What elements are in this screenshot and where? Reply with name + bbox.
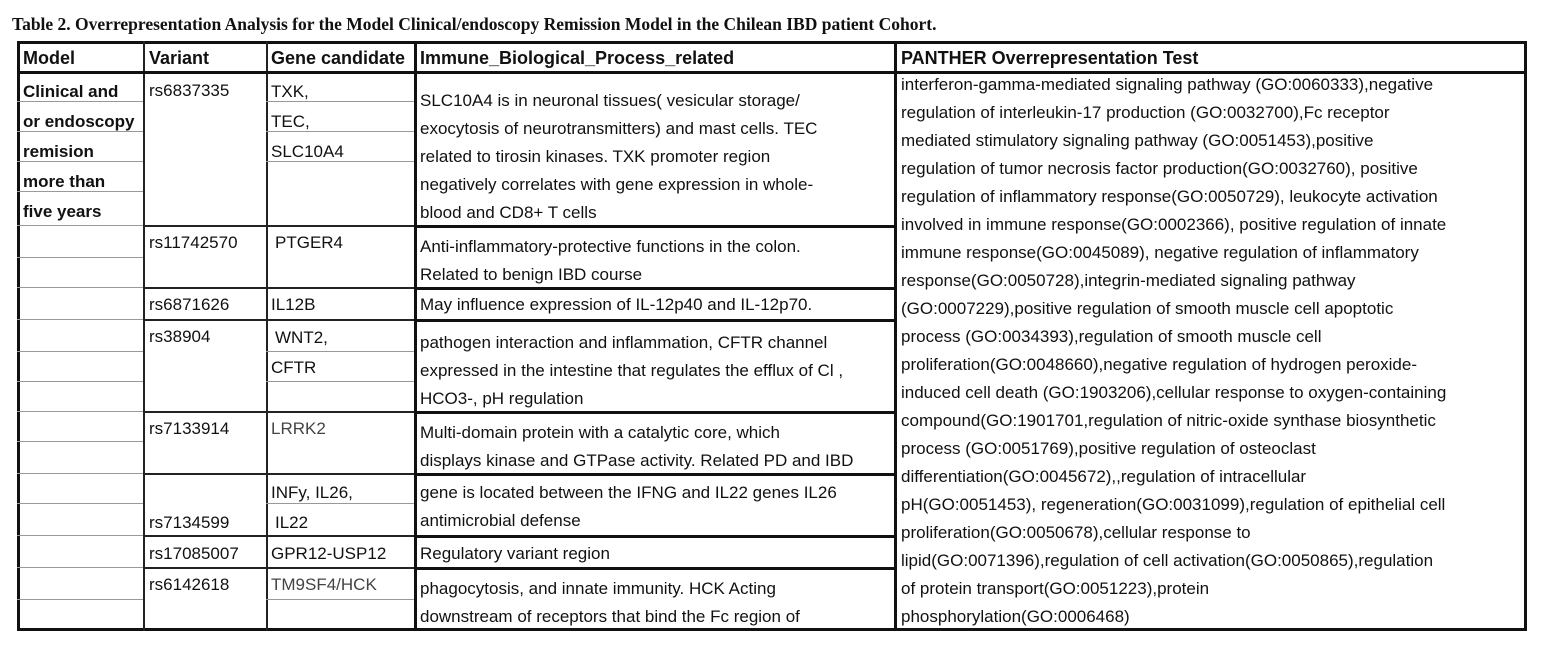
immune-line: Anti-inflammatory-protective functions in the colon.: [420, 237, 801, 256]
immune-line: downstream of receptors that bind the Fc region of: [420, 607, 800, 626]
header-immune-process: Immune_Biological_Process_related: [420, 48, 735, 68]
panther-line: compound(GO:1901701,regulation of nitric-oxide synthase biosynthetic: [901, 411, 1436, 430]
gene-name: WNT2,: [275, 328, 328, 347]
gridline: [17, 411, 143, 412]
model-line: five years: [23, 202, 102, 221]
panther-line: proliferation(GO:0048660),negative regulation of hydrogen peroxide-: [901, 355, 1417, 374]
model-line: more than: [23, 172, 106, 191]
variant-cell: rs11742570: [149, 233, 238, 252]
immune-line: HCO3-, pH regulation: [420, 389, 584, 408]
gridline: [17, 535, 143, 536]
variant-cell: rs6871626: [149, 295, 230, 314]
immune-line: May influence expression of IL-12p40 and IL-12p70.: [420, 295, 813, 314]
column-divider: [143, 41, 145, 631]
immune-line: Regulatory variant region: [420, 544, 610, 563]
table-caption: Table 2. Overrepresentation Analysis for the Model Clinical/endoscopy Remission Model in the Chilean IBD patient Cohort.: [12, 14, 937, 34]
panther-line: interferon-gamma-mediated signaling pathway (GO:0060333),negative: [901, 75, 1434, 94]
variant-cell: rs38904: [149, 327, 211, 346]
immune-cell: [420, 540, 610, 568]
panther-line: regulation of interleukin-17 production (GO:0032700),Fc receptor: [901, 103, 1390, 122]
gene-cell: [271, 478, 353, 538]
panther-line: regulation of tumor necrosis factor production(GO:0032760), positive: [901, 159, 1418, 178]
gene-name: INFy, IL26,: [271, 483, 353, 502]
immune-line: gene is located between the IFNG and IL22 genes IL26: [420, 483, 837, 502]
immune-cell: [420, 329, 843, 413]
variant-cell: rs6837335: [149, 81, 230, 100]
gridline: [266, 599, 414, 600]
gridline: [17, 351, 143, 352]
gridline: [17, 381, 143, 382]
immune-cell: [420, 87, 817, 227]
gene-name: CFTR: [271, 358, 317, 377]
row-divider: [143, 319, 414, 321]
column-divider: [414, 41, 417, 631]
gene-name: GPR12-USP12: [271, 544, 387, 563]
immune-line: blood and CD8+ T cells: [420, 203, 597, 222]
gene-name: LRRK2: [271, 419, 326, 438]
immune-cell: [420, 233, 801, 289]
header-variant: Variant: [149, 48, 210, 68]
gene-name: SLC10A4: [271, 142, 344, 161]
model-line: remision: [23, 142, 94, 161]
gene-name: TEC,: [271, 112, 310, 131]
immune-line: phagocytosis, and innate immunity. HCK Acting: [420, 579, 776, 598]
panther-line: immune response(GO:0045089), negative regulation of inflammatory: [901, 243, 1419, 262]
immune-line: expressed in the intestine that regulates the efflux of Cl ,: [420, 361, 844, 380]
panther-line: lipid(GO:0071396),regulation of cell activation(GO:0050865),regulation: [901, 551, 1434, 570]
row-divider: [143, 473, 414, 475]
gridline: [17, 503, 143, 504]
gene-cell: [271, 77, 344, 167]
panther-line: of protein transport(GO:0051223),protein: [901, 579, 1210, 598]
gridline: [17, 567, 143, 568]
panther-line: response(GO:0050728),integrin-mediated signaling pathway: [901, 271, 1356, 290]
gridline: [17, 599, 143, 600]
model-line: or endoscopy: [23, 112, 135, 131]
panther-line: mediated stimulatory signaling pathway (GO:0051453),positive: [901, 131, 1374, 150]
header-gene-candidate: Gene candidate: [271, 48, 406, 68]
variant-cell: rs7133914: [149, 419, 230, 438]
immune-line: Related to benign IBD course: [420, 265, 643, 284]
gridline: [17, 319, 143, 320]
immune-line: negatively correlates with gene expression in whole-: [420, 175, 814, 194]
immune-line: related to tirosin kinases. TXK promoter region: [420, 147, 771, 166]
immune-cell: [420, 479, 837, 535]
panther-line: differentiation(GO:0045672),,regulation of intracellular: [901, 467, 1307, 486]
panther-line: regulation of inflammatory response(GO:0050729), leukocyte activation: [901, 187, 1438, 206]
header-panther: PANTHER Overrepresentation Test: [901, 48, 1199, 68]
row-divider: [414, 535, 894, 538]
panther-line: phosphorylation(GO:0006468): [901, 607, 1130, 626]
immune-line: pathogen interaction and inflammation, CFTR channel: [420, 333, 828, 352]
gene-name: TM9SF4/HCK: [271, 575, 377, 594]
immune-line: antimicrobial defense: [420, 511, 581, 530]
immune-cell: [420, 575, 800, 631]
variant-cell: rs6142618: [149, 575, 230, 594]
immune-line: exocytosis of neurotransmitters) and mast cells. TEC: [420, 119, 818, 138]
row-divider: [143, 287, 414, 289]
gridline: [17, 473, 143, 474]
row-divider: [414, 319, 894, 322]
model-cell: [23, 77, 134, 227]
panther-cell: [901, 71, 1446, 631]
gene-name: PTGER4: [275, 233, 344, 252]
gene-name: IL12B: [271, 295, 316, 314]
gene-name: IL22: [275, 513, 309, 532]
panther-line: induced cell death (GO:1903206),cellular response to oxygen-containing: [901, 383, 1447, 402]
row-divider: [143, 225, 414, 227]
panther-line: process (GO:0051769),positive regulation of osteoclast: [901, 439, 1316, 458]
model-line: Clinical and: [23, 82, 119, 101]
gridline: [17, 287, 143, 288]
immune-line: displays kinase and GTPase activity. Related PD and IBD: [420, 451, 854, 470]
overrepresentation-table: [17, 41, 1527, 631]
panther-line: proliferation(GO:0050678),cellular response to: [901, 523, 1251, 542]
row-divider: [143, 411, 414, 413]
column-divider: [894, 41, 897, 631]
variant-cell: rs7134599: [149, 513, 230, 532]
immune-line: SLC10A4 is in neuronal tissues( vesicular storage/: [420, 91, 800, 110]
gridline: [17, 441, 143, 442]
gridline: [17, 257, 143, 258]
immune-line: Multi-domain protein with a catalytic core, which: [420, 423, 780, 442]
panther-line: (GO:0007229),positive regulation of smooth muscle cell apoptotic: [901, 299, 1394, 318]
panther-line: pH(GO:0051453), regeneration(GO:0031099),regulation of epithelial cell: [901, 495, 1446, 514]
immune-cell: [420, 291, 812, 319]
panther-line: involved in immune response(GO:0002366), positive regulation of innate: [901, 215, 1447, 234]
variant-cell: rs17085007: [149, 544, 239, 563]
immune-cell: [420, 419, 853, 475]
gene-cell: [271, 323, 328, 383]
header-model: Model: [23, 48, 75, 68]
gene-name: TXK,: [271, 82, 309, 101]
panther-line: process (GO:0034393),regulation of smooth muscle cell: [901, 327, 1322, 346]
column-divider: [266, 41, 268, 631]
